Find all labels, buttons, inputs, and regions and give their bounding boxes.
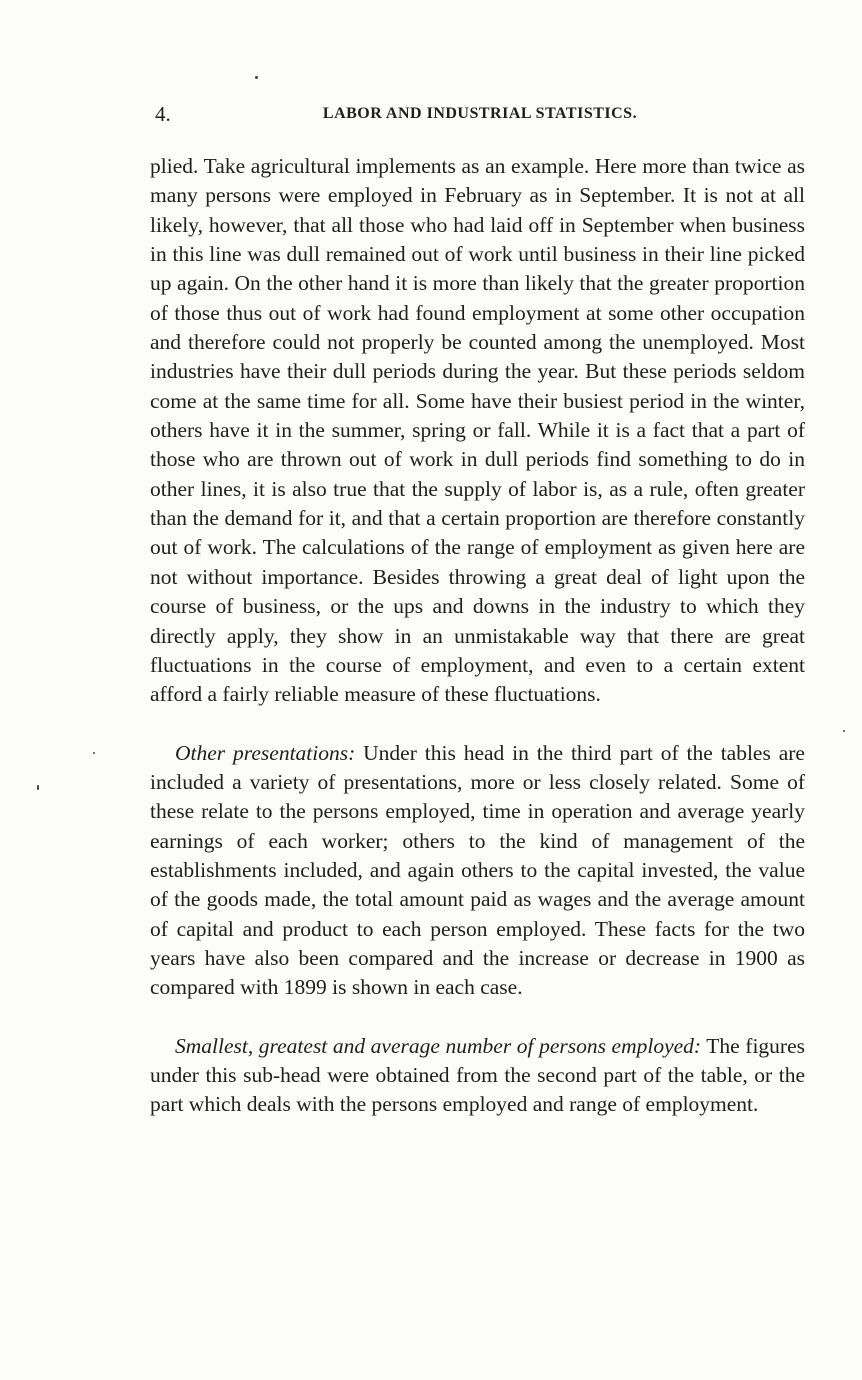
- print-speck: [37, 785, 39, 790]
- paragraph-continuation: [150, 152, 805, 710]
- print-speck: [93, 752, 95, 754]
- run-in-heading: Smallest, greatest and average number of persons employed:: [175, 1033, 702, 1058]
- paragraph-text: Under this head in the third part of the tables are included a variety of presentations, more or less closely related. Some of these relate to the persons employed, time in operation and average yearly earnings of each worker; others to the kind of management of the establishments included, and again others to the capital invested, the value of the goods made, the total amount paid as wages and the average amount of capital and product to each person employed. These facts for the two years have also been compared and the increase or decrease in 1900 as compared with 1899 is shown in each case.: [150, 740, 805, 1000]
- page-header: [155, 100, 805, 128]
- paragraph-persons-employed: [150, 1032, 805, 1120]
- page-number: 4.: [155, 102, 171, 126]
- page-body: [150, 152, 805, 1120]
- print-speck: [843, 730, 845, 732]
- print-speck: [255, 76, 258, 79]
- running-title: LABOR AND INDUSTRIAL STATISTICS.: [322, 105, 638, 122]
- run-in-heading: Other presentations:: [175, 740, 356, 765]
- paragraph-other-presentations: [150, 739, 805, 1003]
- paragraph-text: plied. Take agricultural implements as an example. Here more than twice as many persons were employed in February as in September. It is not at all likely, however, that all those who had laid off in September when business in this line was dull remained out of work until business in their line picked up again. On the other hand it is more than likely that the greater proportion of those thus out of work had found employment at some other occupation and therefore could not properly be counted among the unemployed. Most industries have their dull periods during the year. But these periods seldom come at the same time for all. Some have their busiest period in the winter, others have it in the summer, spring or fall. While it is a fact that a part of those who are thrown out of work in dull periods find something to do in other lines, it is also true that the supply of labor is, as a rule, often greater than the demand for it, and that a certain proportion are therefore constantly out of work. The calculations of the range of employment as given here are not without importance. Besides throwing a great deal of light upon the course of business, or the ups and downs in the industry to which they directly apply, they show in an unmistakable way that there are great fluctuations in the course of employment, and even to a certain extent afford a fairly reliable measure of these fluctuations.: [150, 154, 805, 707]
- paragraph-text: The figures under this sub-head were obtained from the second part of the table, or the part which deals with the persons employed and range of employment.: [150, 1033, 805, 1117]
